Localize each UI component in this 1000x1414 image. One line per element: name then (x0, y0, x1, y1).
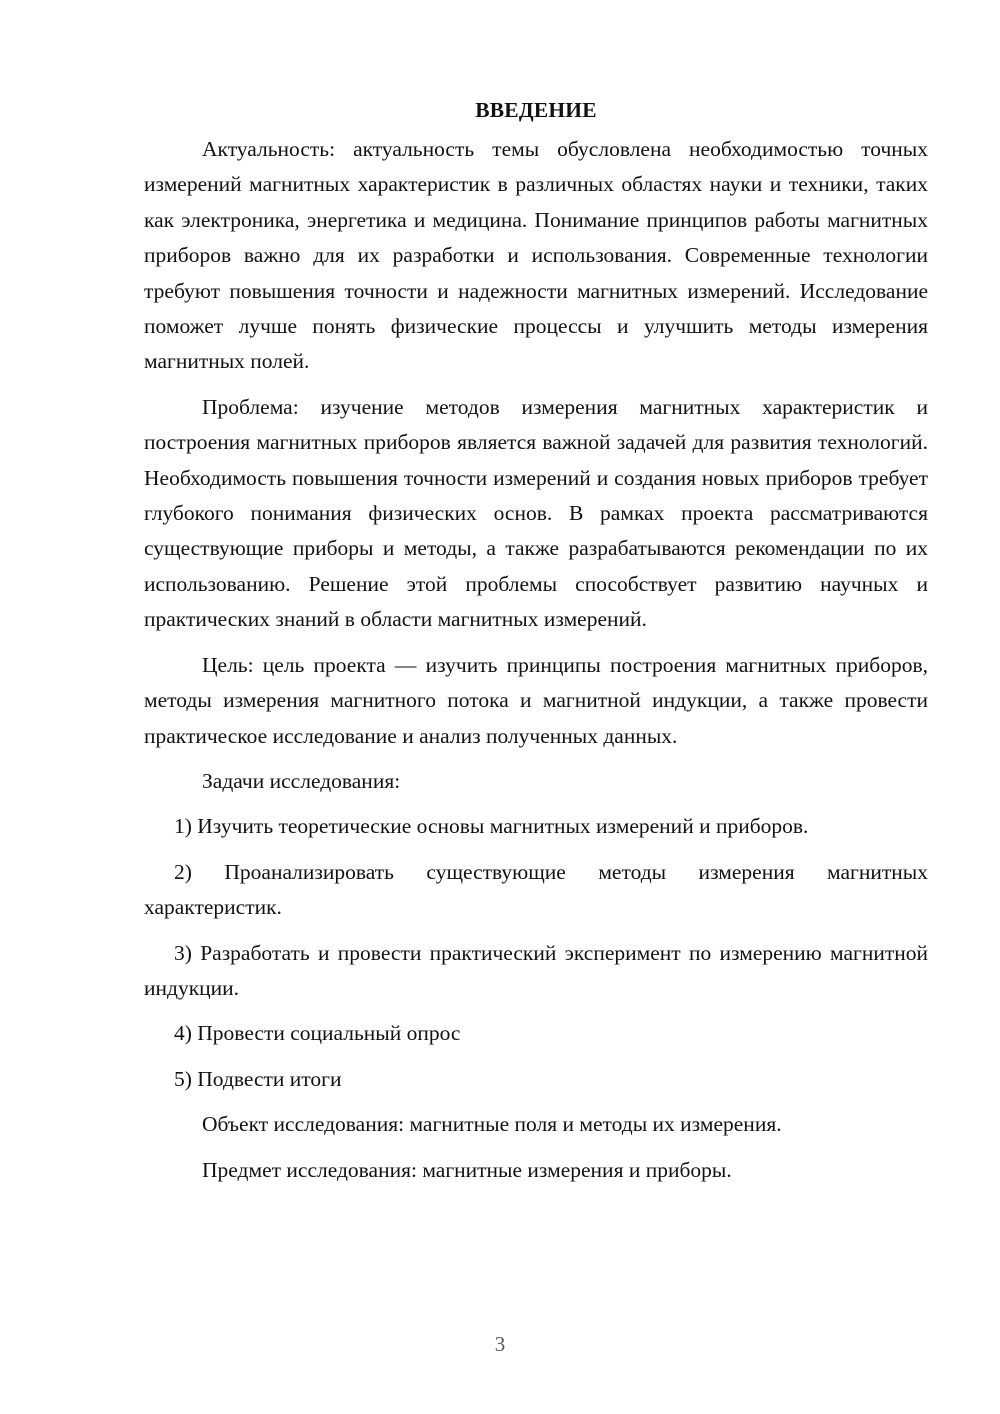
relevance-paragraph: Актуальность: актуальность темы обусловлена необходимостью точных измерений магнитных характеристик в различных областях науки и техники, таких как электроника, энергетика и медицина. Понимание принципов работы магнитных приборов важно для их разработки и использования. Современные технологии требуют повышения точности и надежности магнитных измерений. Исследование поможет лучше понять физические процессы и улучшить методы измерения магнитных полей. (144, 137, 928, 374)
task-item: 4) Провести социальный опрос (174, 1021, 461, 1046)
task-item: 1) Изучить теоретические основы магнитных измерений и приборов. (174, 814, 809, 839)
task-item: 5) Подвести итоги (174, 1066, 342, 1091)
task-item: 2) Проанализировать существующие методы измерения магнитных характеристик. (144, 859, 928, 920)
task-item: 3) Разработать и провести практический эксперимент по измерению магнитной индукции. (144, 940, 928, 1000)
page-number: 3 (494, 1332, 506, 1356)
goal-paragraph: Цель: цель проекта — изучить принципы построения магнитных приборов, методы измерения магнитного потока и магнитной индукции, а также провести практическое исследование и анализ полученных данных. (144, 652, 928, 748)
research-subject: Предмет исследования: магнитные измерения и приборы. (202, 1157, 732, 1182)
research-object: Объект исследования: магнитные поля и методы их измерения. (202, 1112, 782, 1137)
problem-paragraph: Проблема: изучение методов измерения магнитных характеристик и построения магнитных приборов является важной задачей для развития технологий. Необходимость повышения точности измерений и создания новых приборов требует глубокого понимания физических основ. В рамках проекта рассматриваются существующие приборы и методы, а также разрабатываются рекомендации по их использованию. Решение этой проблемы способствует развитию научных и практических знаний в области магнитных измерений. (144, 394, 928, 632)
tasks-title: Задачи исследования: (202, 768, 401, 793)
section-heading: ВВЕДЕНИЕ (475, 98, 597, 122)
document-page (144, 92, 928, 1198)
